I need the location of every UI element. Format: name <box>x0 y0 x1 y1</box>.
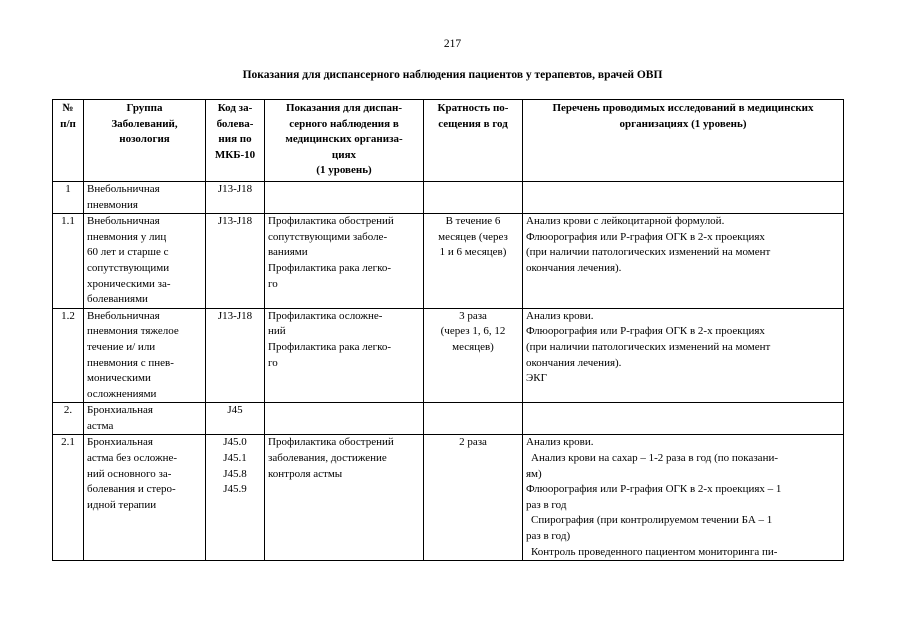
cell-frequency <box>424 214 523 309</box>
cell-frequency <box>424 403 523 435</box>
cell-line: пневмония с пнев- <box>87 356 174 369</box>
cell-num: 2. <box>53 403 84 435</box>
cell-frequency <box>424 181 523 213</box>
cell-line: го <box>268 356 278 369</box>
header-group <box>84 100 206 182</box>
cell-line: месяцев) <box>452 340 494 353</box>
cell-line: хроническими за- <box>87 277 171 290</box>
cell-line: Анализ крови с лейкоцитарной формулой. <box>526 215 725 228</box>
cell-indications <box>265 403 424 435</box>
cell-line: идной терапии <box>87 498 157 511</box>
cell-studies <box>523 435 844 561</box>
cell-group <box>84 308 206 403</box>
cell-line: J45.8 <box>223 467 247 480</box>
cell-frequency <box>424 308 523 403</box>
cell-line: Спирография (при контролируемом течении БА – 1 <box>531 514 773 527</box>
cell-line: Кратность по- <box>437 102 509 114</box>
dispensary-table <box>52 99 844 561</box>
cell-studies <box>523 181 844 213</box>
header-num <box>53 100 84 182</box>
cell-line: болева- <box>216 117 254 130</box>
cell-line: болевания и стеро- <box>87 483 176 496</box>
cell-line: Заболеваний, <box>111 117 178 130</box>
cell-line: месяцев (через <box>438 230 508 243</box>
table-row-1-1 <box>53 214 844 309</box>
cell-line: сопутствующими заболе- <box>268 230 388 243</box>
cell-line: Флюорография или Р-графия ОГК в 2-х проекциях <box>526 230 765 243</box>
cell-line: (при наличии патологических изменений на момент <box>526 340 771 353</box>
table-row-2-1 <box>53 435 844 561</box>
table-row-section-1 <box>53 181 844 213</box>
cell-indications <box>265 214 424 309</box>
cell-line: пневмония у лиц <box>87 230 167 243</box>
cell-group <box>84 403 206 435</box>
cell-line: ния по <box>218 133 252 146</box>
cell-line: болеваниями <box>87 293 148 306</box>
cell-line: моническими <box>87 372 151 385</box>
cell-line: Внебольничная <box>87 309 160 322</box>
cell-line: 60 лет и старше с <box>87 246 169 259</box>
cell-line: 3 раза <box>459 309 487 322</box>
cell-line: В течение 6 <box>445 215 501 228</box>
cell-studies <box>523 214 844 309</box>
document-title: Показания для диспансерного наблюдения пациентов у терапевтов, врачей ОВП <box>242 69 663 81</box>
header-studies <box>523 100 844 182</box>
cell-line: заболевания, достижение <box>268 452 387 465</box>
cell-line: Анализ крови. <box>526 436 594 449</box>
cell-num: 1.2 <box>53 308 84 403</box>
cell-line: п/п <box>60 117 76 130</box>
table-row-1-2 <box>53 308 844 403</box>
table-header-row <box>53 100 844 182</box>
cell-line: ний <box>268 325 286 338</box>
cell-num: 1 <box>53 181 84 213</box>
cell-line: нозология <box>119 133 170 146</box>
cell-line: Внебольничная <box>87 215 160 228</box>
cell-line: окончания лечения). <box>526 356 622 369</box>
cell-line: организациях (1 уровень) <box>619 117 747 130</box>
cell-line: го <box>268 277 278 290</box>
cell-line: Профилактика осложне- <box>268 309 383 322</box>
cell-line: медицинских организа- <box>285 133 403 146</box>
cell-line: Показания для диспан- <box>285 102 403 114</box>
header-frequency <box>424 100 523 182</box>
cell-line: Профилактика обострений <box>268 436 394 449</box>
cell-line: (через 1, 6, 12 <box>440 325 506 338</box>
cell-line: Профилактика рака легко- <box>268 261 392 274</box>
header-indications <box>265 100 424 182</box>
cell-code <box>206 403 265 435</box>
cell-code <box>206 308 265 403</box>
cell-line: ЭКГ <box>526 372 547 385</box>
cell-line: контроля астмы <box>268 467 343 480</box>
cell-line: ваниями <box>268 246 308 259</box>
cell-line: окончания лечения). <box>526 261 622 274</box>
cell-indications <box>265 435 424 561</box>
cell-line: Профилактика обострений <box>268 215 394 228</box>
cell-line: осложнениями <box>87 387 157 400</box>
cell-line: J13-J18 <box>217 182 253 195</box>
cell-line: Флюорография или Р-графия ОГК в 2-х проекциях – 1 <box>526 483 782 496</box>
cell-code <box>206 435 265 561</box>
cell-line: № <box>62 102 74 114</box>
cell-code <box>206 214 265 309</box>
cell-indications <box>265 181 424 213</box>
cell-line: серного наблюдения в <box>289 117 399 130</box>
page-number: 217 <box>443 38 462 50</box>
table-row-section-2 <box>53 403 844 435</box>
cell-num: 1.1 <box>53 214 84 309</box>
cell-num: 2.1 <box>53 435 84 561</box>
cell-frequency <box>424 435 523 561</box>
cell-line: сещения в год <box>438 117 508 130</box>
cell-line: Анализ крови на сахар – 1-2 раза в год (по показани- <box>531 452 779 465</box>
cell-code <box>206 181 265 213</box>
cell-studies <box>523 403 844 435</box>
cell-line: Код за- <box>217 102 253 114</box>
cell-line: 1 и 6 месяцев) <box>439 246 507 259</box>
cell-line: Группа <box>126 102 163 114</box>
cell-line: J13-J18 <box>217 215 253 228</box>
cell-line: J45.0 <box>223 436 247 449</box>
cell-line: (при наличии патологических изменений на момент <box>526 246 771 259</box>
cell-line: Внебольничная <box>87 182 160 195</box>
cell-line: Перечень проводимых исследований в медицинских <box>552 102 814 114</box>
cell-line: астма без осложне- <box>87 452 178 465</box>
cell-line: J45.9 <box>223 483 247 496</box>
cell-line: пневмония тяжелое <box>87 325 179 338</box>
cell-group <box>84 181 206 213</box>
cell-indications <box>265 308 424 403</box>
cell-line: J13-J18 <box>217 309 253 322</box>
cell-line: (1 уровень) <box>316 164 372 177</box>
header-code <box>206 100 265 182</box>
cell-group <box>84 435 206 561</box>
cell-line: раз в год <box>526 498 567 511</box>
cell-line: сопутствующими <box>87 261 170 274</box>
cell-line: циях <box>331 148 357 161</box>
cell-line: 2 раза <box>459 436 487 449</box>
cell-line: Бронхиальная <box>87 436 153 449</box>
cell-line: астма <box>87 419 114 432</box>
cell-line: пневмония <box>87 198 138 211</box>
cell-line: Бронхиальная <box>87 404 153 417</box>
cell-line: ям) <box>526 467 542 480</box>
cell-line: J45 <box>227 404 243 417</box>
cell-line: Профилактика рака легко- <box>268 340 392 353</box>
cell-line: раз в год) <box>526 530 571 543</box>
cell-group <box>84 214 206 309</box>
cell-line: течение и/ или <box>87 340 156 353</box>
cell-line: J45.1 <box>223 452 247 465</box>
cell-studies <box>523 308 844 403</box>
cell-line: ний основного за- <box>87 467 172 480</box>
cell-line: Флюорография или Р-графия ОГК в 2-х проекциях <box>526 325 765 338</box>
cell-line: Контроль проведенного пациентом мониторинга пи- <box>531 545 778 558</box>
cell-line: Анализ крови. <box>526 309 594 322</box>
cell-line: МКБ-10 <box>214 148 256 161</box>
